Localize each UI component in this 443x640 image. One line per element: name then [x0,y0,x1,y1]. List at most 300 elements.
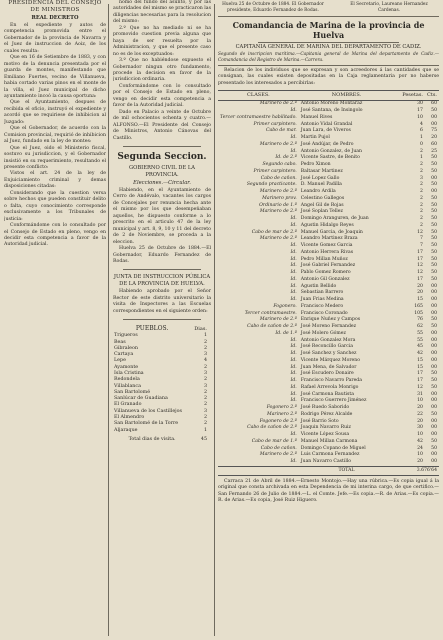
payments-table [218,90,439,476]
paragraph: Que el Gobernador, de acuerdo con la Comision provincial, requirió de inhibicion al Juez, fundado en la ley de montes: [4,126,106,145]
row-pesetas: 10 [417,432,423,438]
row-pesetas: 20 [417,405,423,411]
row-clase: Id. [290,135,297,141]
row-nombre: José Molero Gómez [300,330,346,336]
row-clase: Tercer contramaestre habilitado. [220,114,297,120]
row-pesetas: 2 [420,202,423,208]
row-nombre: Pedro Ximon [300,162,331,168]
header-clases: CLASES. [218,91,299,101]
row-cts: 00 [431,425,437,431]
row-cts: 50 [431,155,437,161]
row-pesetas: 20 [417,418,423,424]
row-nombre: Juan Mena, de Salvador [300,364,357,370]
divider [123,269,201,270]
row-clase: Ordinario de 1.ª [259,202,297,208]
pueblo-name: El Almendro [114,415,145,421]
row-clase: Marinero de 2.ª [259,452,297,458]
row-clase: Id. [290,371,297,377]
row-cts: 50 [431,243,437,249]
row-cts: 50 [431,324,437,330]
pueblo-name: Trigueros [114,333,138,339]
row-pesetas: 0 [420,141,423,147]
row-clase: Id. [290,297,297,303]
row-pesetas: 15 [417,297,423,303]
row-cts: 00 [431,303,437,309]
pueblo-days: 3 [203,352,207,358]
row-cts: 50 [431,317,437,323]
header-presidencia: PRESIDENCIA DEL CONSEJO DE MINISTROS [8,0,102,13]
row-nombre: José Barrio Soto [300,418,339,424]
divider [123,319,201,320]
row-pesetas: 2 [420,222,423,228]
row-clase: Id. [290,276,297,282]
row-clase: Cabo de cañon. [260,175,297,181]
row-cts: 50 [431,270,437,276]
row-clase: Id. [290,364,297,370]
row-pesetas: 55 [417,337,423,343]
pueblo-name: Villanueva de los Castillejos [114,408,182,414]
row-nombre: Antonio Gonzalez, de Juan [300,148,363,154]
row-pesetas: 1 [420,135,423,141]
row-clase: Tercer contramaestre. [244,310,297,316]
pueblo-days: 2 [203,364,207,370]
elections-title: Elecciones.—Circular. [133,179,191,186]
pueblo-days: 3 [203,408,207,414]
row-cts: 00 [431,310,437,316]
row-nombre: Baltasar Martinez [300,168,343,174]
row-nombre: Antonio Moreno Montaraz [300,101,363,107]
row-clase: Marinero de 2.ª [259,141,297,147]
row-clase: Primer carpintero. [253,121,297,127]
row-nombre: Manuel Millan Carmona [300,438,358,444]
header-nombres: NOMBRES. [299,91,394,101]
row-cts: 60 [431,101,437,107]
intro-paragraph: Relacion de los individuos que se expresan y son acreedores á las cantidades que se consignan, las cuales existen depositadas en la Caja reglamentaria por no haberse presentado los interesados a percibirlas: [218,68,439,86]
pueblo-name: Lepe [114,358,126,364]
row-clase: Id. [290,378,297,384]
row-cts: 00 [431,452,437,458]
row-pesetas: 30 [417,101,423,107]
row-pesetas: 7 [420,243,423,249]
row-cts: 00 [431,351,437,357]
row-pesetas: 10 [417,452,423,458]
row-cts: 50 [431,384,437,390]
row-nombre: Antonio Gil Gonzalez [300,276,350,282]
row-nombre: José Sanchez y Sanchez [300,351,357,357]
row-pesetas: 76 [417,317,423,323]
row-nombre: Manuel Garcia, de Joaquin [300,229,363,235]
row-pesetas: 2 [420,209,423,215]
table-row [218,432,439,439]
row-nombre: Vicente López Sousa [300,432,350,438]
row-nombre: Domingo Copano de Miguel [300,445,366,451]
row-cts: 00 [431,189,437,195]
row-clase: Id. [290,337,297,343]
row-clase: Id. [290,283,297,289]
pueblo-days: 4 [203,358,207,364]
row-clase: Id. [290,256,297,262]
row-clase: Id. [290,222,297,228]
pueblo-name: Villablanca [114,383,141,389]
column-left [4,0,106,640]
paragraph: Conformándome con lo consultado por el Consejo de Estado en pleno, vengo en decidir esta competencia a favor de la Autoridad judicial. [113,83,211,109]
table-row [218,216,439,223]
row-pesetas: 12 [417,263,423,269]
row-cts: 75 [431,128,437,134]
row-pesetas: 17 [417,256,423,262]
row-cts: 00 [431,357,437,363]
table-row [218,189,439,196]
row-nombre: Juan Lara, de Viveros [300,128,351,134]
row-cts: 00 [431,330,437,336]
row-cts: 50 [431,182,437,188]
total-label: Total dias de visita. [128,436,176,442]
header-cts: Cts. [425,91,439,101]
row-nombre: José Carmona Bautista [300,391,354,397]
pueblo-days: 2 [203,345,207,351]
row-cts: 50 [431,216,437,222]
row-pesetas: 1 [420,155,423,161]
column-divider [214,4,215,636]
row-clase: Id. [290,391,297,397]
row-pesetas: 24 [417,445,423,451]
divider [218,16,439,17]
paragraph: Habiendo aprobado por el Señor Rector de este distrito universitario la visita de Inspectores a las Escuelas correspondientes en el siguiente orden: [113,289,211,314]
row-pesetas: 2 [420,216,423,222]
total-label: TOTAL [299,466,394,475]
row-nombre: José Soplan Tellez [300,209,343,215]
header-signatures [218,2,439,13]
total-value: 3.676'64 [394,466,439,475]
row-nombre: Agustin Hidalgo Reyes [300,222,354,228]
pueblo-days: 2 [203,402,207,408]
row-nombre: Juan Frias Medina [300,297,344,303]
row-clase: Id. de 1.ª [275,330,297,336]
row-nombre: Manuel Rives [300,114,333,120]
row-cts: 50 [431,378,437,384]
pueblo-name: San Bartolomé [114,389,151,395]
pueblo-days: 1 [203,333,207,339]
row-pesetas: 10 [417,398,423,404]
table-row [218,412,439,419]
paragraph: Conformándome con lo consultado por el Consejo de Estado en pleno, vengo en decidir esta competencia a favor de la Autoridad judicial. [4,223,106,248]
row-cts: 50 [431,195,437,201]
row-nombre: Sebastian Barrero [300,290,344,296]
row-clase: Cabo de mar de 1.ª [251,438,297,444]
junta-title: JUNTA DE INSTRUCCION PÚBLICA DE LA PROVINCIA DE HUELVA. [113,274,211,288]
row-cts: 00 [431,459,437,465]
row-cts: 00 [431,290,437,296]
pueblo-name: Aljaraque [114,427,138,433]
row-pesetas: 12 [417,229,423,235]
pueblo-name: Sanlúcar de Guadiana [114,396,168,402]
row-clase: Cabo de cañon de 2.ª [247,324,297,330]
row-nombre: Antonio Herrera Rivas [300,249,354,255]
row-nombre: José Lopez Gallo [300,175,340,181]
row-nombre: José Santana, de Insingolo [300,108,363,114]
row-nombre: José Andújar, de Pedro [300,141,354,147]
dias-header: Dias. [194,325,207,332]
row-pesetas: 12 [417,384,423,390]
paragraph: Dado en Palacio a veinte de Octubre de mil ochocientos ochenta y cuatro.—ALFONSO.—El Presidente del Consejo de Ministros, Antonio Cánovas del Castillo. [113,109,211,141]
paragraph: 3.º Que no habiéndose expuesto el Gobernador ningun otro fundamento, procede la decision en favor de la jurisdiccion ordinaria. [113,58,211,83]
paragraph: Que el Ayuntamiento, despues de recibida el oficio, instruyó el expediente y acordó que se requiriese de inhibicion al Juzgado: [4,100,106,125]
row-cts: 00 [431,297,437,303]
table-row [218,358,439,365]
row-pesetas: 4 [420,121,423,127]
table-row [218,385,439,392]
row-cts: 00 [431,391,437,397]
pueblo-name: El Granado [114,402,142,408]
row-clase: Segundo cabo. [262,162,297,168]
gov-title: GOBIERNO CIVIL DE LA PROVINCIA. [128,164,196,178]
paragraph: En el expediente y autos de competencia promovida entre el Gobernador de la provincia de Navarra y el Juez de instruccion de Aoiz, de los cuales resulta: [4,23,106,54]
row-clase: Marinero de 2.ª [259,317,297,323]
row-pesetas: 12 [417,270,423,276]
row-clase: Id. [290,270,297,276]
paragraph: 2.º Que no ha mediado ni se ha promovido cuestion previa alguna que haya de ser resuelta por la Administracion, y que el presente caso no es de los exceptuados: [113,25,211,57]
row-nombre: José Reconcillo Garcia [300,344,353,350]
row-cts: 50 [431,276,437,282]
row-cts: 00 [431,405,437,411]
paragraph: Huelva 25 de Octubre de 1884.—El Gobernador, Eduardo Fernandez de Rodas. [113,246,211,264]
row-clase: Id. [290,357,297,363]
row-clase: Cabo de cañon. [260,445,297,451]
table-row [218,196,439,203]
pueblo-name: Beas [114,339,126,345]
note: Segundo de inscripcion maritima.—Capitania general de Marina del departamento de Cadiz.—Comandancia del Registro de Marina.—Carrera. [218,52,439,63]
row-clase: Id. [290,384,297,390]
row-pesetas: 15 [417,364,423,370]
row-nombre: Francisco Navarro Pareda [300,378,362,384]
table-row [218,439,439,446]
row-cts: 50 [431,236,437,242]
row-pesetas: 10 [417,114,423,120]
row-clase: Marinero prov. [262,195,297,201]
row-pesetas: 30 [417,425,423,431]
row-nombre: Francisco Guerrero Jiménez [300,398,367,404]
comandancia-title: Comandancia de Marina de la provincia de Huelva [232,20,425,40]
divider [218,65,439,66]
row-nombre: Juan Navarro Castillo [300,459,352,465]
row-clase: Fogonero de 2.ª [259,418,297,424]
row-nombre: Vicente Sastre, de Benito [300,155,360,161]
row-clase: Id. de 2.ª [275,155,297,161]
row-clase: Id. [290,148,297,154]
paragraph: Considerando que la cuestion versa sobre hechos que pueden constituir delito o falta, cuyo conocimiento corresponde exclusivamente a los Tribunales de justicia: [4,190,106,222]
column-middle [113,0,211,640]
row-clase: Marinero 2.ª [266,411,297,417]
row-pesetas: 7 [420,236,423,242]
row-nombre: Agustin Bellido [300,283,337,289]
row-clase: Fogonero. [273,303,297,309]
row-nombre: D. Manuel Padilla [300,182,342,188]
table-row [218,378,439,385]
row-pesetas: 105 [414,310,423,316]
row-cts: 50 [431,249,437,255]
row-clase: Id. [290,249,297,255]
header-left: Huelva 25 de Octubre de 1884. El Gobernador presidente, Eduardo Fernandez de Rodas. [222,2,324,13]
row-nombre: Antonio Vidal Grandal [300,121,353,127]
row-nombre: Enrique Nuñez y Campos [300,317,361,323]
row-cts: 50 [431,371,437,377]
pueblo-name: Gibraleon [114,345,138,351]
row-pesetas: 17 [417,378,423,384]
section-title: Segunda Seccion. [117,151,207,162]
row-nombre: Rodrigo Pérez Alcalde [300,411,353,417]
row-cts: 00 [431,432,437,438]
row-clase: Id. [290,398,297,404]
row-cts: 00 [431,114,437,120]
row-cts: 50 [431,202,437,208]
row-clase: Fogonero 2.ª [266,405,297,411]
row-pesetas: 2 [420,189,423,195]
paragraph: nomo del fundo del asunto, y por las autoridades del mismo se practicaron las diligencias necesarias para la resolucion del mismo: [113,0,211,25]
table-row [218,115,439,122]
row-nombre: Rafael Arrevola Monrigo [300,384,359,390]
pueblos-table [113,324,211,443]
row-cts: 50 [431,411,437,417]
row-cts: 50 [431,108,437,114]
column-right [218,0,439,640]
divider [123,146,201,147]
header-pesetas: Pesetas. [394,91,425,101]
row-pesetas: 2 [420,182,423,188]
row-nombre: José Gabriel Fernandez [300,263,356,269]
row-cts: 60 [431,141,437,147]
pueblo-days: 2 [203,339,207,345]
row-nombre: Pablo Gomez Romero [300,270,351,276]
pueblo-name: Ayamonte [114,364,139,370]
row-clase: Id. [290,344,297,350]
row-cts: 00 [431,364,437,370]
row-cts: 00 [431,398,437,404]
table-row [218,324,439,331]
row-nombre: Luis Carmona Fernandez [300,452,360,458]
table-row [218,162,439,169]
table-row [218,223,439,230]
row-cts: 00 [431,337,437,343]
row-nombre: Martin Pujol [300,135,330,141]
row-pesetas: 17 [417,371,423,377]
row-clase: Marinero de 2.ª [259,236,297,242]
row-clase: Id. [290,243,297,249]
row-pesetas: 2 [420,162,423,168]
divider [258,42,399,43]
row-cts: 20 [431,135,437,141]
pueblos-header: PUEBLOS. [135,325,169,333]
pueblo-days: 2 [203,421,207,427]
row-pesetas: 62 [417,324,423,330]
row-cts: 50 [431,229,437,235]
row-clase: Cabo de cañon de 2.ª [247,425,297,431]
paragraph: Habiendo, en el Ayuntamiento de Cerro de Andévalo, vacantes los cargos de Concejales por renuncia hecha ante el mismo por los que desempeñaban aquellos, he dispuesto conforme a lo prescrito en el articulo 47 de la ley municipal y art. 8, 9, 10 y 11 del decreto de 2 de Noviembre, se proceda a la eleccion. [113,187,211,245]
row-pesetas: 17 [417,249,423,255]
row-pesetas: 2 [420,195,423,201]
row-clase: Id. [290,432,297,438]
section-real-decreto: REAL DECRETO [31,15,79,21]
row-pesetas: 22 [417,411,423,417]
row-nombre: Francisco Medero [300,303,344,309]
row-cts: 25 [431,148,437,154]
paragraph: Vistos el art. 24 de la ley de Enjuiciamiento criminal y demas disposiciones citadas: [4,171,106,190]
row-clase: Id. [290,216,297,222]
table-row [218,169,439,176]
pueblo-days: 2 [203,396,207,402]
row-cts: 00 [431,418,437,424]
pueblo-days: 2 [203,377,207,383]
row-pesetas: 2 [420,168,423,174]
row-cts: 50 [431,222,437,228]
row-clase: Cabo de mar de 2.ª [251,229,297,235]
pueblo-name: Isla Cristina [114,371,144,376]
row-pesetas: 6 [420,128,423,134]
pueblo-name: San Bartolomé de la Torre [114,421,179,427]
footer-paragraph: Carraca 21 de Abril de 1884.—Ernesto Montojo.—Hay una rúbrica.—Es copia igual á la original que consta archivada en esta Dependencia de mi interina cargo, de que certifico.—San Fernando 26 de Julio de 1884.—L. el Comte. Jefe.—Es copia.—R. de Arias.—Es copia.—R. de Arias.—Es copia, José Ruiz Higuero. [218,478,439,504]
row-nombre: Antonio Gonzalez Mora [300,337,356,343]
row-nombre: José Escudero Donaire [300,371,354,377]
row-nombre: Francisco Coronado [300,310,348,316]
row-nombre: Joaquin Navarro Ruiz [300,425,351,431]
row-cts: 00 [431,283,437,289]
row-nombre: José Moreno Fernandez [300,324,357,330]
row-pesetas: 20 [417,459,423,465]
row-clase: Id. [290,290,297,296]
table-row [218,351,439,358]
total-days: 45 [200,436,207,442]
table-row [218,297,439,304]
row-cts: 50 [431,168,437,174]
table-row [218,304,439,311]
row-cts: 50 [431,445,437,451]
row-pesetas: 55 [417,330,423,336]
pueblo-days: 3 [203,371,207,376]
row-pesetas: 45 [417,344,423,350]
table-row [218,108,439,115]
pueblo-name: Cartaya [114,352,134,358]
row-pesetas: 20 [417,283,423,289]
row-cts: 50 [431,209,437,215]
table-row [218,243,439,250]
row-cts: 50 [431,438,437,444]
row-pesetas: 15 [417,357,423,363]
row-pesetas: 42 [417,351,423,357]
row-clase: Id. [290,108,297,114]
row-pesetas: 17 [417,276,423,282]
table-row [218,142,439,149]
row-clase: Marinero de 2.ª [259,189,297,195]
table-row [218,135,439,142]
paragraph: Que en 16 de Setiembre de 1883, y con motivo de la denuncia presentada por el guarda de montes, manifestando que Emiliano Fuertes, vecino de Villanueva, habia cortado varias pinos en el monte de la villa, el Juez municipal de dicho ayuntamiento incoó la causa oportuna: [4,55,106,99]
row-clase: Segundo practicante. [246,182,297,188]
row-nombre: Vicente Márquez Moreno [300,357,360,363]
row-nombre: Domingo Aranguren, de Juan [300,216,369,222]
column-divider [108,4,109,636]
row-pesetas: 165 [414,303,423,309]
row-clase: Id. [290,263,297,269]
row-clase: Cabo de mar. [265,128,297,134]
row-cts: 50 [431,162,437,168]
pueblo-days: 1 [203,427,207,433]
row-pesetas: 31 [417,391,423,397]
row-nombre: Leandro Ardila [300,189,336,195]
row-cts: 00 [431,121,437,127]
row-clase: Id. [290,351,297,357]
table-row [218,270,439,277]
table-row [218,459,439,466]
row-nombre: Leandro Martinez Braza [300,236,358,242]
capitania-subtitle: CAPITANIA GENERAL DE MARINA DEL DEPARTAMENTO DE CADIZ. [235,44,422,50]
